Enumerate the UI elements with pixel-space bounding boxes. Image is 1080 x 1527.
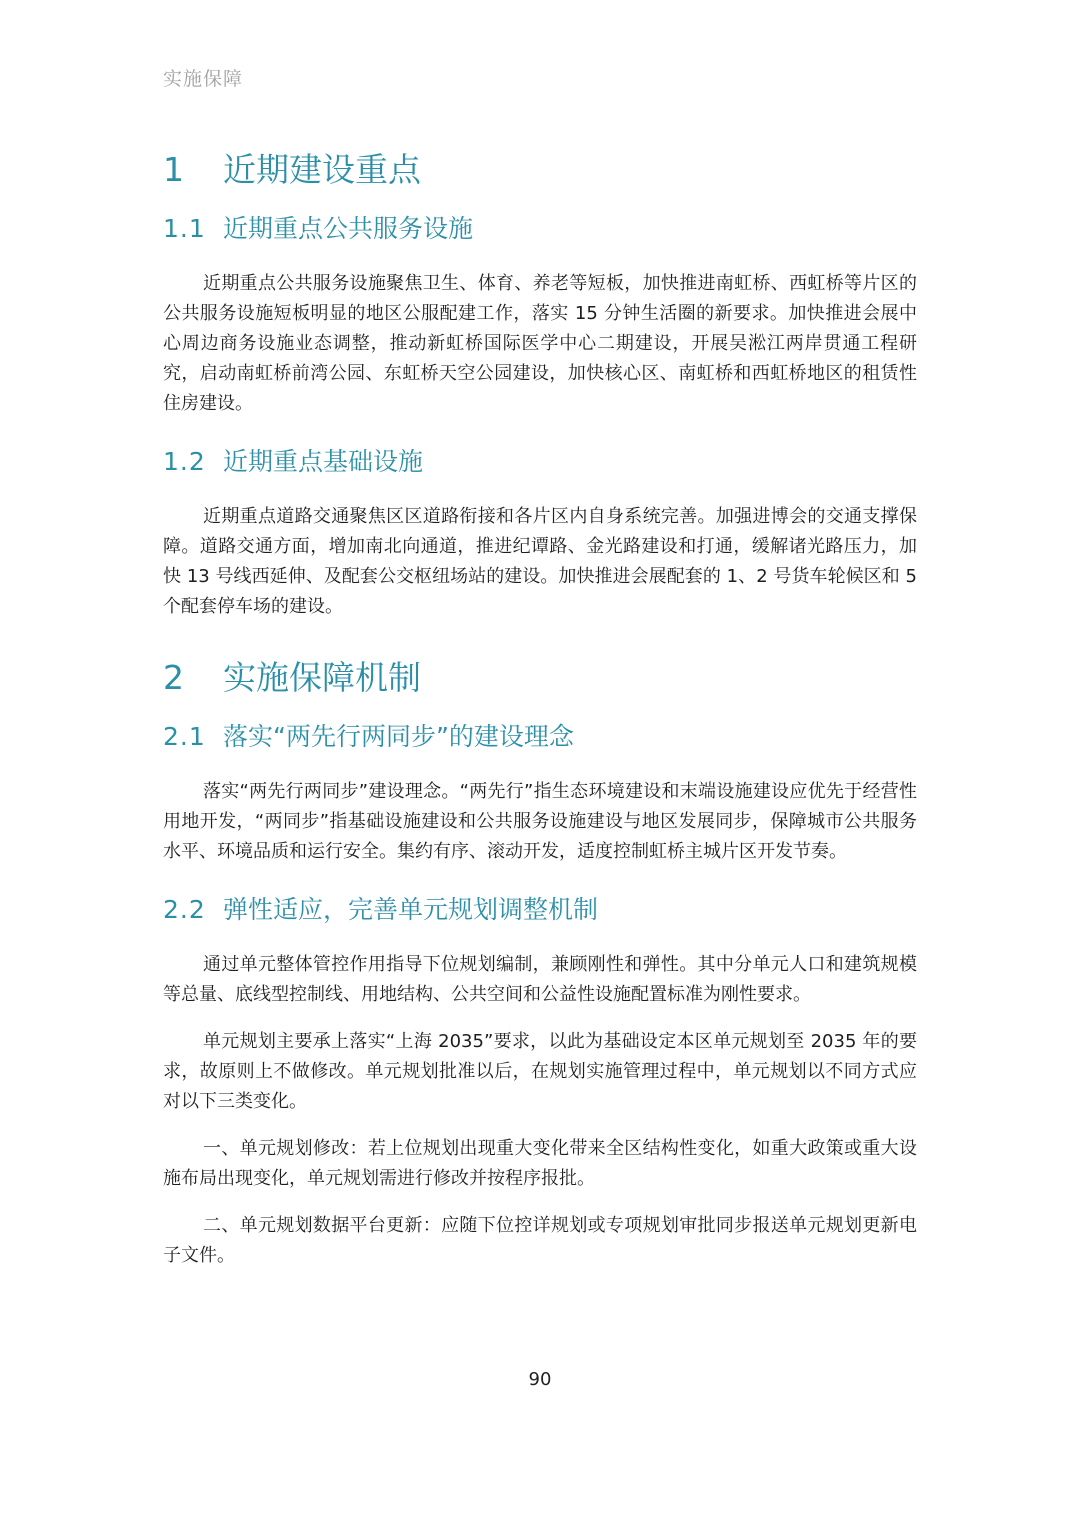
subsection-heading-1-1 <box>163 213 917 245</box>
section-number: 2 <box>163 658 184 697</box>
body-paragraph: 近期重点道路交通聚焦区区道路衔接和各片区内自身系统完善。加强进博会的交通支撑保障。道路交通方面，增加南北向通道，推进纪谭路、金光路建设和打通，缓解诸光路压力，加快 13 号线西延伸、及配套公交枢纽场站的建设。加快推进会展配套的 1、2 号货车轮候区和 5 个配套停车场的建设。 <box>163 506 917 617</box>
body-paragraph: 落实“两先行两同步”建设理念。“两先行”指生态环境建设和末端设施建设应优先于经营性用地开发，“两同步”指基础设施建设和公共服务设施建设与地区发展同步，保障城市公共服务水平、环境品质和运行安全。集约有序、滚动开发，适度控制虹桥主城片区开发节奏。 <box>163 781 917 862</box>
subsection-number: 2.1 <box>163 722 206 751</box>
subsection-title: 落实“两先行两同步”的建设理念 <box>223 722 574 751</box>
subsection-title: 近期重点公共服务设施 <box>223 214 474 243</box>
subsection-heading-1-2 <box>163 446 917 478</box>
page-content <box>163 150 917 1271</box>
body-paragraph: 二、单元规划数据平台更新：应随下位控详规划或专项规划审批同步报送单元规划更新电子文件。 <box>163 1215 917 1266</box>
body-paragraph: 近期重点公共服务设施聚焦卫生、体育、养老等短板，加快推进南虹桥、西虹桥等片区的公共服务设施短板明显的地区公服配建工作，落实 15 分钟生活圈的新要求。加快推进会展中心周边商务设施业态调整，推动新虹桥国际医学中心二期建设，开展吴淞江两岸贯通工程研究，启动南虹桥前湾公园、东虹桥天空公园建设，加快核心区、南虹桥和西虹桥地区的租赁性住房建设。 <box>163 273 917 414</box>
subsection-number: 2.2 <box>163 895 206 924</box>
subsection-number: 1.2 <box>163 447 206 476</box>
subsection-heading-2-2 <box>163 894 917 926</box>
subsection-number: 1.1 <box>163 214 206 243</box>
subsection-title: 弹性适应，完善单元规划调整机制 <box>223 895 599 924</box>
section-title: 近期建设重点 <box>223 150 421 189</box>
body-paragraph: 单元规划主要承上落实“上海 2035”要求，以此为基础设定本区单元规划至 2035 年的要求，故原则上不做修改。单元规划批准以后，在规划实施管理过程中，单元规划以不同方式应对以下三类变化。 <box>163 1031 917 1112</box>
section-heading-2 <box>163 658 917 698</box>
subsection-title: 近期重点基础设施 <box>223 447 424 476</box>
running-header: 实施保障 <box>163 68 244 90</box>
page-number: 90 <box>528 1369 552 1390</box>
body-paragraph: 通过单元整体管控作用指导下位规划编制，兼顾刚性和弹性。其中分单元人口和建筑规模等总量、底线型控制线、用地结构、公共空间和公益性设施配置标准为刚性要求。 <box>163 954 917 1005</box>
section-title: 实施保障机制 <box>223 658 421 697</box>
subsection-heading-2-1 <box>163 721 917 753</box>
section-number: 1 <box>163 150 184 189</box>
section-heading-1 <box>163 150 917 190</box>
body-paragraph: 一、单元规划修改：若上位规划出现重大变化带来全区结构性变化，如重大政策或重大设施布局出现变化，单元规划需进行修改并按程序报批。 <box>163 1138 917 1189</box>
